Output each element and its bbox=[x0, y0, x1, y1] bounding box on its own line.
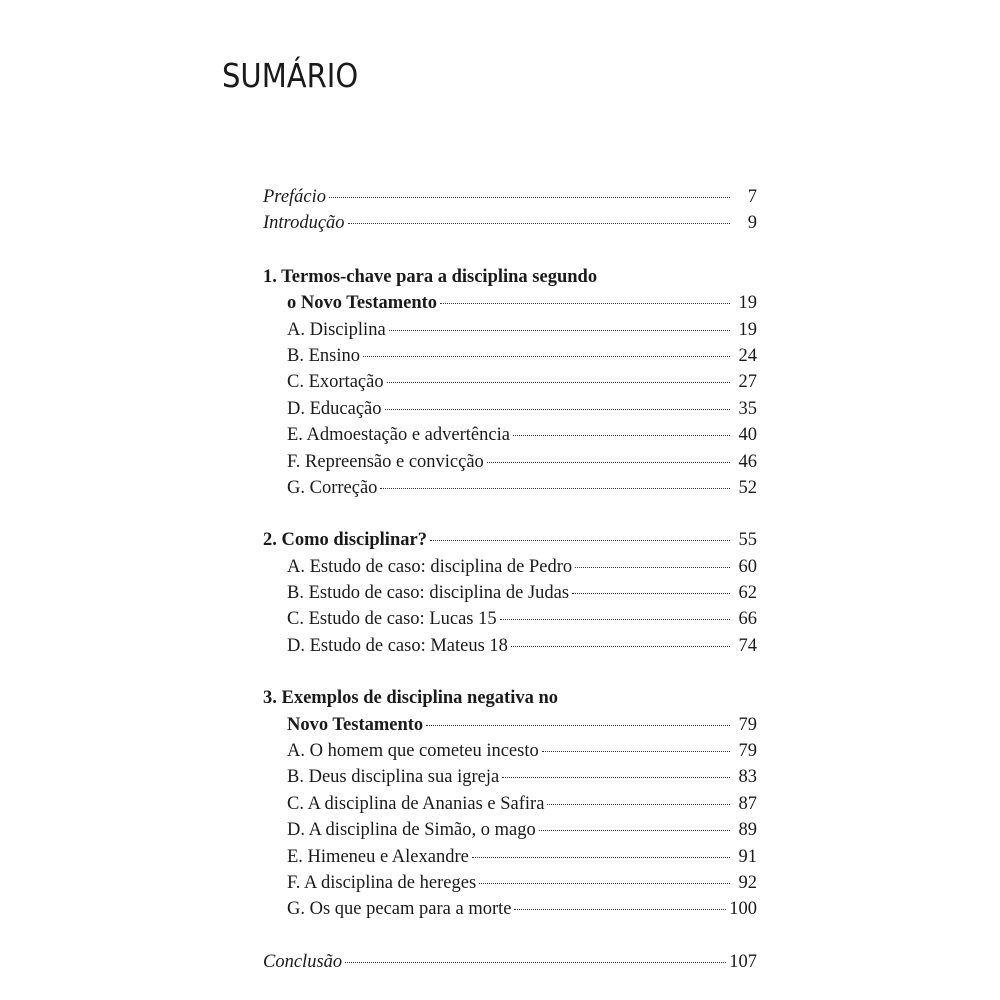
toc-entry-section[interactable] bbox=[263, 896, 757, 922]
toc-entry-label: C. A disciplina de Ananias e Safira bbox=[287, 793, 545, 814]
toc-entry-label: G. Os que pecam para a morte bbox=[287, 899, 512, 920]
toc-entry-section[interactable] bbox=[263, 764, 757, 790]
toc-page-number: 62 bbox=[738, 583, 757, 604]
dot-leader bbox=[385, 408, 730, 410]
dot-leader bbox=[575, 566, 730, 568]
toc-entry-section[interactable] bbox=[263, 738, 757, 764]
toc-entry-label: D. Estudo de caso: Mateus 18 bbox=[287, 635, 508, 656]
toc-page-number: 19 bbox=[738, 319, 757, 340]
toc-entry-prefacio[interactable] bbox=[263, 184, 757, 210]
toc-page-number: 100 bbox=[729, 899, 757, 920]
toc-page-number: 74 bbox=[738, 635, 757, 656]
toc-entry-chapter-1[interactable] bbox=[263, 290, 757, 316]
toc-page-number: 87 bbox=[738, 793, 757, 814]
toc-page-number: 66 bbox=[738, 609, 757, 630]
toc-entry-label: o Novo Testamento bbox=[287, 293, 438, 314]
dot-leader bbox=[479, 882, 730, 884]
toc-entry-label: Prefácio bbox=[263, 187, 327, 207]
toc-entry-label: B. Deus disciplina sua igreja bbox=[287, 767, 500, 788]
dot-leader bbox=[426, 724, 730, 726]
dot-leader bbox=[348, 222, 730, 224]
toc-entry-section[interactable] bbox=[263, 870, 757, 896]
dot-leader bbox=[472, 856, 730, 858]
toc-page-number: 55 bbox=[738, 530, 757, 551]
toc-entry-section[interactable] bbox=[263, 449, 757, 475]
dot-leader bbox=[440, 302, 730, 304]
dot-leader bbox=[502, 776, 730, 778]
toc-page-number: 89 bbox=[738, 820, 757, 841]
toc-entry-chapter-2[interactable] bbox=[263, 527, 757, 553]
toc-entry-label: E. Himeneu e Alexandre bbox=[287, 846, 469, 867]
toc-entry-section[interactable] bbox=[263, 817, 757, 843]
toc-page-number: 60 bbox=[738, 556, 757, 577]
dot-leader bbox=[363, 355, 730, 357]
toc-page-number: 79 bbox=[738, 741, 757, 762]
toc-entry-label: A. O homem que cometeu incesto bbox=[287, 741, 539, 762]
toc-page-number: 35 bbox=[738, 398, 757, 419]
toc-page-number: 46 bbox=[738, 451, 757, 472]
dot-leader bbox=[542, 750, 730, 752]
toc-entry-label: Conclusão bbox=[263, 951, 343, 972]
dot-leader bbox=[430, 539, 730, 541]
toc-entry-label: E. Admoestação e advertência bbox=[287, 425, 510, 446]
toc-entry-conclusao[interactable] bbox=[263, 949, 757, 975]
toc-entry-section[interactable] bbox=[263, 343, 757, 369]
toc-page-number: 92 bbox=[738, 872, 757, 893]
toc-entry-label: Novo Testamento bbox=[287, 714, 424, 735]
toc-entry-section[interactable] bbox=[263, 844, 757, 870]
toc-page-number: 24 bbox=[738, 345, 757, 366]
toc-entry-label: F. A disciplina de hereges bbox=[287, 872, 477, 893]
dot-leader bbox=[389, 329, 730, 331]
dot-leader bbox=[380, 487, 730, 489]
toc-entry-introducao[interactable] bbox=[263, 210, 757, 236]
dot-leader bbox=[511, 645, 730, 647]
toc-entry-label: C. Exortação bbox=[287, 372, 384, 393]
toc-entry-section[interactable] bbox=[263, 422, 757, 448]
toc-entry-label: 2. Como disciplinar? bbox=[263, 530, 427, 551]
page-title: SUMÁRIO bbox=[222, 56, 359, 96]
toc-entry-label: A. Estudo de caso: disciplina de Pedro bbox=[287, 556, 573, 577]
toc-page-number: 91 bbox=[738, 846, 757, 867]
toc-entry-label: B. Estudo de caso: disciplina de Judas bbox=[287, 583, 570, 604]
dot-leader bbox=[500, 618, 730, 620]
toc-entry-section[interactable] bbox=[263, 554, 757, 580]
toc-entry-section[interactable] bbox=[263, 606, 757, 632]
toc-entry-label: D. A disciplina de Simão, o mago bbox=[287, 820, 536, 841]
toc-page-number: 79 bbox=[738, 714, 757, 735]
dot-leader bbox=[572, 592, 730, 594]
chapter-1-heading: 1. Termos-chave para a disciplina segundo bbox=[263, 266, 598, 287]
toc-entry-section[interactable] bbox=[263, 369, 757, 395]
toc-page-number: 7 bbox=[747, 187, 757, 207]
toc-entry-label: A. Disciplina bbox=[287, 319, 386, 340]
toc-entry-chapter-3[interactable] bbox=[263, 712, 757, 738]
dot-leader bbox=[514, 908, 726, 910]
chapter-3-heading: 3. Exemplos de disciplina negativa no bbox=[263, 688, 559, 709]
dot-leader bbox=[487, 461, 730, 463]
toc-entry-label: C. Estudo de caso: Lucas 15 bbox=[287, 609, 497, 630]
toc-page-number: 107 bbox=[729, 951, 757, 972]
toc-entry-label: F. Repreensão e convicção bbox=[287, 451, 484, 472]
toc-entry-label: G. Correção bbox=[287, 477, 378, 498]
toc-entry-section[interactable] bbox=[263, 475, 757, 501]
toc-entry-section[interactable] bbox=[263, 580, 757, 606]
table-of-contents bbox=[263, 184, 757, 975]
dot-leader bbox=[387, 381, 730, 383]
toc-entry-label: Introdução bbox=[263, 213, 345, 234]
toc-entry-label: D. Educação bbox=[287, 398, 382, 419]
toc-entry-section[interactable] bbox=[263, 791, 757, 817]
toc-entry-label: B. Ensino bbox=[287, 345, 360, 366]
dot-leader bbox=[539, 829, 730, 831]
toc-entry-section[interactable] bbox=[263, 396, 757, 422]
toc-page-number: 19 bbox=[738, 293, 757, 314]
dot-leader bbox=[329, 196, 730, 198]
toc-page-number: 40 bbox=[738, 425, 757, 446]
toc-page-number: 9 bbox=[747, 213, 757, 234]
dot-leader bbox=[345, 961, 726, 963]
toc-page-number: 83 bbox=[738, 767, 757, 788]
dot-leader bbox=[513, 434, 730, 436]
toc-page-number: 27 bbox=[738, 372, 757, 393]
toc-entry-section[interactable] bbox=[263, 633, 757, 659]
toc-entry-section[interactable] bbox=[263, 317, 757, 343]
dot-leader bbox=[547, 803, 730, 805]
toc-page-number: 52 bbox=[738, 477, 757, 498]
